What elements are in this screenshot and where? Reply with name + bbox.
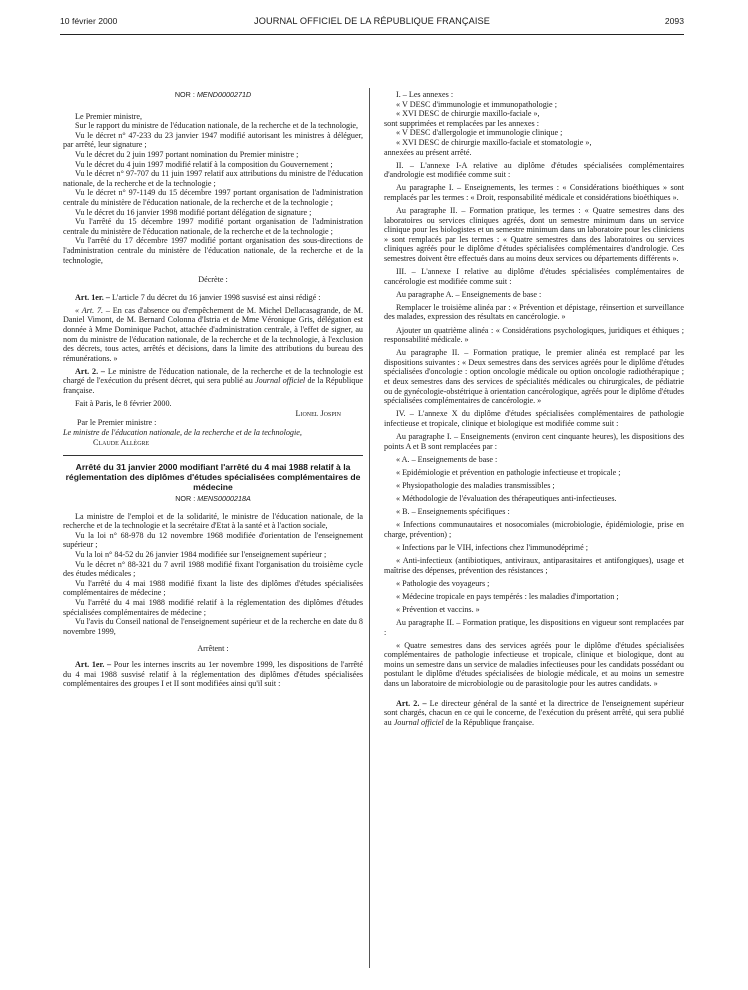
nor-reference-1: [63, 90, 363, 100]
paragraph: « XVI DESC de chirurgie maxillo-faciale et stomatologie »,: [396, 137, 592, 147]
paragraph: Remplacer le troisième alinéa par : « Prévention et dépistage, réinsertion et surveillance des malades, expression des résultats en cancérologie. »: [384, 302, 684, 322]
paragraph: « XVI DESC de chirurgie maxillo-faciale »,: [396, 109, 540, 119]
article-text: Le ministre de l'éducation nationale, de la recherche et de la technologie est chargé de l'exécution du présent décret, qui sera publié au: [63, 366, 364, 386]
article-text: L'article 7 du décret du 16 janvier 1998 susvisé est ainsi rédigé :: [111, 292, 321, 302]
left-column: [63, 90, 363, 689]
paragraph: « V DESC d'allergologie et immunologie clinique ;: [396, 128, 563, 138]
paragraph: Au paragraphe I. – Enseignements, les termes : « Considérations bioéthiques » sont remplacés par les termes : « Droit, responsabilité médicale et considérations bioéthiques ».: [384, 183, 684, 202]
minister-title: [63, 428, 363, 438]
paragraph: Vu le décret du 2 juin 1997 portant nomination du Premier ministre ;: [75, 149, 299, 159]
paragraph: Au paragraphe II. – Formation pratique, le premier alinéa est remplacé par les dispositions suivantes : « Deux semestres dans des services agréés pour le diplôme d'études spécialisées d'oncologie : option oncologie médicale ou option oncologie radiothérapique ; et deux semestres dans des services de spécialités médicales ou chirurgicales, de pédiatrie ou de gynécologie-obstétrique à orientation cancérologique, agréés pour le diplôme d'études spécialisées complémentaires de cancérologie. »: [384, 348, 684, 406]
paragraph: Vu la loi n° 84-52 du 26 janvier 1984 modifiée sur l'enseignement supérieur ;: [75, 550, 327, 560]
nor-code: MEND0000271D: [196, 90, 252, 99]
header-date: 10 février 2000: [60, 16, 118, 26]
section-divider: [63, 455, 363, 456]
paragraph: Sur le rapport du ministre de l'éducation nationale, de la recherche et de la technologie,: [75, 121, 359, 131]
article-1: [63, 293, 363, 303]
paragraph: « Physiopathologie des maladies transmissibles ;: [396, 480, 555, 490]
paragraph: « Prévention et vaccins. »: [396, 604, 480, 614]
article-text: En cas d'absence ou d'empêchement de M. Michel Dellacasagrande, de M. Daniel Vimont, de M. Bernard Colonna d'Istria et de Mme Véronique Gris, délégation est donnée à Mme Dominique Pachot, attachée d'administration centrale, à l'effet de signer, au nom du ministre de l'éducation nationale, de la recherche et de la technologie, à l'exclusion des décrets, tous actes, arrêtés et décisions, dans la limite des attributions du bureau des rémunérations. »: [63, 305, 363, 363]
article-text: de la République française.: [63, 376, 363, 396]
paragraph: Vu le décret n° 97-707 du 11 juin 1997 relatif aux attributions du ministre de l'éducation nationale, de la recherche et de la technologie ;: [63, 169, 363, 188]
page-number: 2093: [664, 16, 684, 26]
article-2-right: [384, 699, 684, 728]
page-header: [60, 16, 684, 30]
arretent-heading: Arrêtent :: [197, 644, 229, 654]
paragraph: Vu le décret du 4 juin 1997 modifié relatif à la composition du Gouvernement ;: [75, 159, 333, 169]
paragraph: Vu l'arrêté du 4 mai 1988 modifié relatif à la réglementation des diplômes d'études spécialisées complémentaires de médecine ;: [63, 598, 363, 617]
paragraph: annexées au présent arrêté.: [384, 147, 472, 157]
article-label: Art. 2. –: [396, 698, 427, 708]
journal-officiel: Journal officiel: [255, 376, 306, 386]
paragraph: Vu l'arrêté du 15 décembre 1997 modifié portant organisation de l'administration centrale du ministère de l'éducation nationale, de la recherche et de la technologie ;: [63, 217, 363, 236]
column-separator: [369, 88, 370, 968]
paragraph: III. – L'annexe I relative au diplôme d'études spécialisées complémentaires de cancérologie est modifiée comme suit :: [384, 267, 684, 286]
article-label: Art. 2. –: [75, 366, 105, 376]
paragraph: « Méthodologie de l'évaluation des thérapeutiques anti-infectieuses.: [396, 493, 617, 503]
paragraph: « Epidémiologie et prévention en pathologie infectieuse et tropicale ;: [396, 467, 621, 477]
paragraph: « Infections communautaires et nosocomiales (microbiologie, épidémiologie, prise en charge, prévention) ;: [384, 520, 684, 539]
nor-code: MENS0000218A: [197, 494, 251, 504]
header-rule: [60, 34, 684, 35]
article-label: « Art. 7. –: [75, 305, 110, 315]
paragraph: II. – L'annexe I-A relative au diplôme d'études spécialisées complémentaires d'andrologie est modifiée comme suit :: [384, 160, 684, 180]
signature-allegre: Claude Allègre: [93, 437, 150, 447]
article-text: de la République française.: [443, 717, 535, 727]
header-title: JOURNAL OFFICIEL DE LA RÉPUBLIQUE FRANÇAISE: [254, 16, 490, 26]
minister-title-text: Le ministre de l'éducation nationale, de la recherche et de la technologie,: [63, 427, 302, 437]
article-text: Pour les internes inscrits au 1er novembre 1999, les dispositions de l'arrêté du 4 mai 1988 susvisé relatif à la réglementation des diplômes d'études spécialisées complémentaires des groupes I et II sont modifiées ainsi qu'il suit :: [63, 660, 363, 689]
paragraph: Vu l'avis du Conseil national de l'enseignement supérieur et de la recherche en date du 8 novembre 1999,: [63, 617, 363, 636]
article-2: [63, 367, 363, 396]
paragraph: Vu l'arrêté du 4 mai 1988 modifié fixant la liste des diplômes d'études spécialisées complémentaires de médecine ;: [63, 578, 363, 598]
paragraph: « Anti-infectieux (antibiotiques, antiviraux, antiparasitaires et antifongiques), usage et maîtrise des dépenses, prévention des résistances ;: [384, 555, 684, 575]
nor-label: NOR :: [174, 90, 195, 99]
paragraph: Vu l'arrêté du 17 décembre 1997 modifié portant organisation des sous-directions de l'administration centrale du ministère de l'éducation nationale, de la recherche et de la technologie,: [63, 236, 363, 265]
arrete-title: Arrêté du 31 janvier 2000 modifiant l'arrêté du 4 mai 1988 relatif à la réglementation des diplômes d'études spécialisées complémentaires de médecine: [65, 462, 361, 493]
paragraph: La ministre de l'emploi et de la solidarité, le ministre de l'éducation nationale, de la recherche et de la technologie et la secrétaire d'Etat à la santé et à l'action sociale,: [63, 511, 363, 531]
paragraph: Ajouter un quatrième alinéa : « Considérations psychologiques, juridiques et éthiques ; responsabilité médicale. »: [384, 325, 684, 345]
article-label: Art. 1er. –: [75, 292, 110, 302]
article-7: [63, 306, 363, 364]
nor-reference-2: [63, 494, 363, 504]
signature-jospin: Lionel Jospin: [295, 408, 341, 418]
paragraph: « A. – Enseignements de base :: [396, 454, 498, 464]
article-text: Le directeur général de la santé et la directrice de l'enseignement supérieur sont chargés, chacun en ce qui le concerne, de l'exécution du présent arrêté, qui sera publié au: [384, 698, 685, 727]
paragraph: Vu le décret n° 97-1149 du 15 décembre 1997 portant organisation de l'administration centrale du ministère de l'éducation nationale, de la recherche et de la technologie ;: [63, 188, 363, 207]
paragraph: Vu le décret du 16 janvier 1998 modifié portant délégation de signature ;: [75, 207, 312, 217]
paragraph: Le Premier ministre,: [75, 111, 143, 121]
nor-label: NOR :: [175, 494, 196, 504]
paragraph: Au paragraphe A. – Enseignements de base :: [396, 289, 542, 299]
fait-a-paris: Fait à Paris, le 8 février 2000.: [75, 399, 172, 409]
paragraph: « Quatre semestres dans des services agréés pour le diplôme d'études spécialisées complémentaires de pathologie infectieuse et tropicale, clinique et biologique, dont au moins un semestre dans un service de maladies infectieuses pour les candidats possédant ou postulant le diplôme d'études spécialisées de biologie médicale, et au moins un semestre dans un laboratoire de microbiologie ou de parasitologie pour les autres candidats. »: [384, 640, 684, 688]
paragraph: Vu le décret n° 88-321 du 7 avril 1988 modifié fixant l'organisation du troisième cycle des études médicales ;: [63, 559, 363, 579]
paragraph: « Infections par le VIH, infections chez l'immunodéprimé ;: [396, 542, 588, 552]
par-premier-ministre: Par le Premier ministre :: [77, 418, 157, 428]
paragraph: Au paragraphe II. – Formation pratique, les termes : « Quatre semestres dans des laboratoires ou services cliniques agréés, dont un semestre minimum dans un service clinique pour les biologistes et un semestre minimum dans un laboratoire pour les cliniciens » sont remplacés par les termes : « Quatre semestres dans des laboratoires ou services cliniques agréés pour le diplôme d'études spécialisées complémentaires d'andrologie. Ces semestres doivent être effectués dans au moins deux services ou départements différents ».: [384, 206, 684, 263]
paragraph: Au paragraphe II. – Formation pratique, les dispositions en vigueur sont remplacées par :: [384, 617, 684, 637]
article-label: Art. 1er. –: [75, 660, 112, 669]
paragraph: Vu le décret n° 47-233 du 23 janvier 1947 modifié autorisant les ministres à déléguer, par arrêté, leur signature ;: [63, 130, 363, 150]
paragraph: « V DESC d'immunologie et immunopathologie ;: [396, 99, 557, 109]
paragraph: « Médecine tropicale en pays tempérés : les maladies d'importation ;: [396, 591, 619, 601]
paragraph: I. – Les annexes :: [396, 90, 454, 99]
paragraph: Vu la loi n° 68-978 du 12 novembre 1968 modifiée d'orientation de l'enseignement supérieur ;: [63, 530, 363, 550]
paragraph: IV. – L'annexe X du diplôme d'études spécialisées complémentaires de pathologie infectieuse et tropicale, clinique et biologique est modifiée comme suit :: [384, 409, 684, 428]
decrete-heading: Décrète :: [198, 275, 228, 285]
paragraph: « Pathologie des voyageurs ;: [396, 578, 490, 588]
journal-officiel: Journal officiel: [393, 717, 444, 727]
paragraph: sont supprimées et remplacées par les annexes :: [384, 118, 539, 128]
article-1b: [63, 660, 363, 689]
right-column: [384, 90, 684, 727]
paragraph: « B. – Enseignements spécifiques :: [396, 507, 510, 517]
paragraph: Au paragraphe I. – Enseignements (environ cent cinquante heures), les dispositions des points A et B sont remplacées par :: [384, 432, 684, 451]
